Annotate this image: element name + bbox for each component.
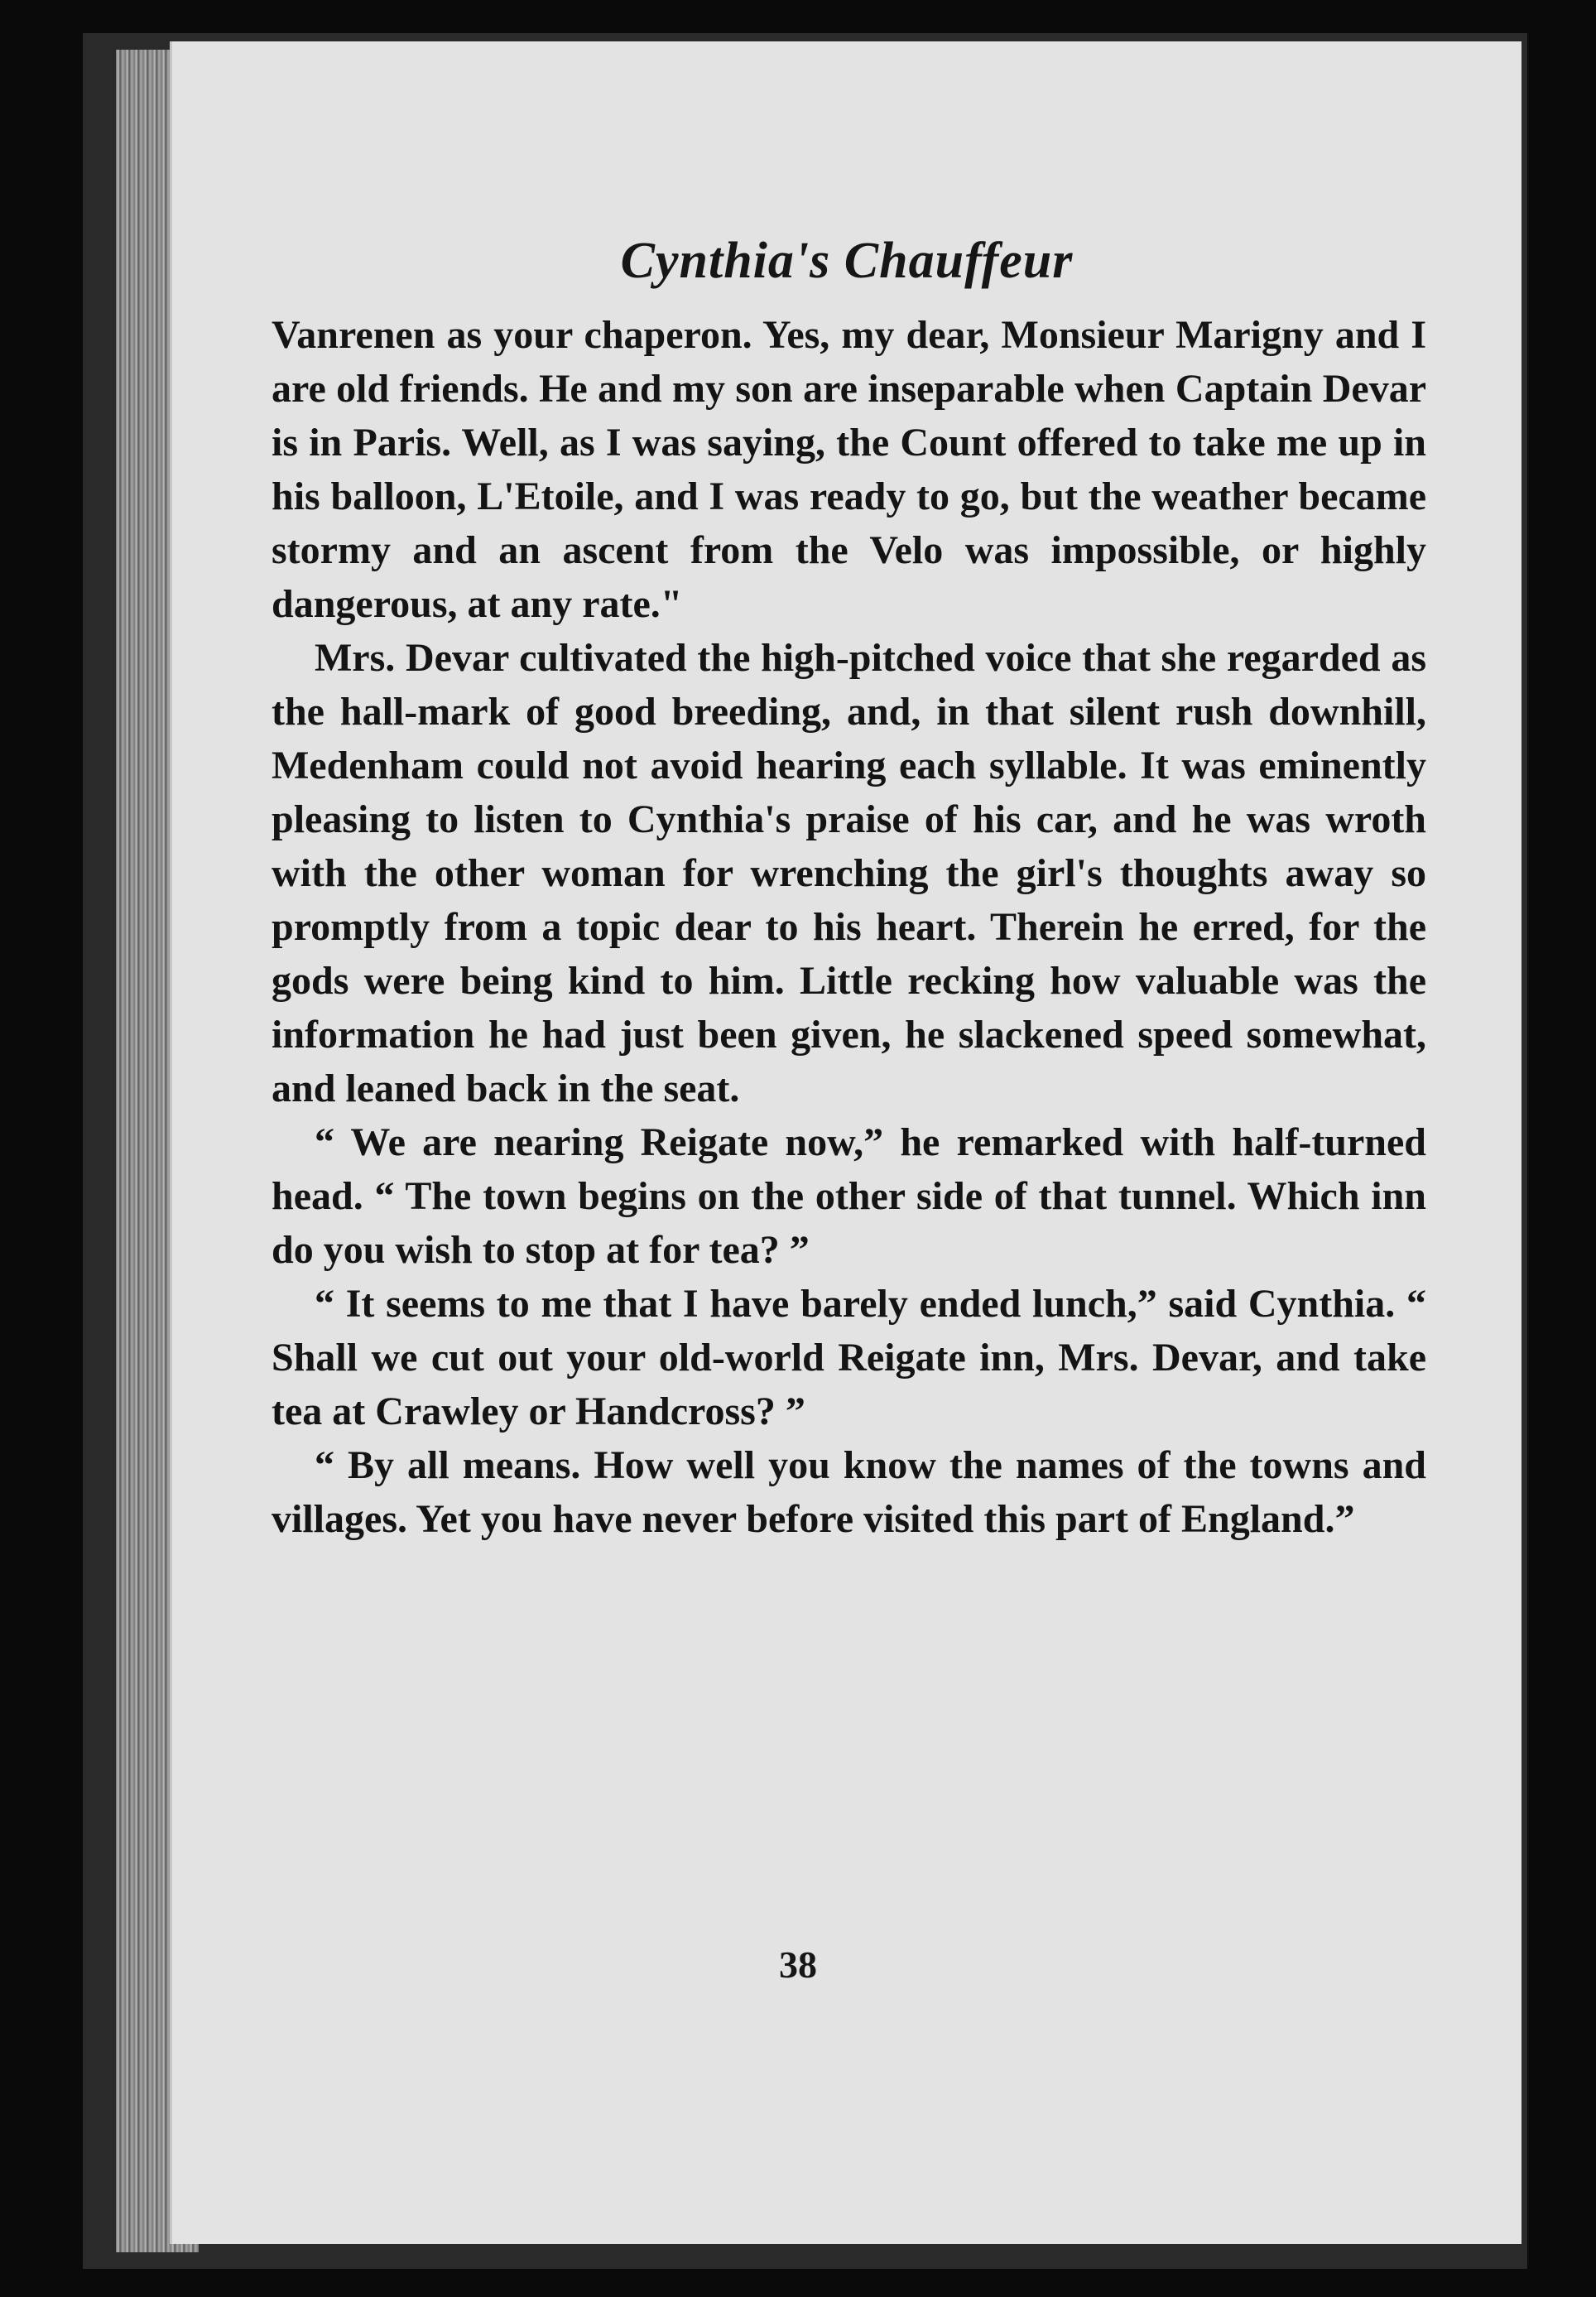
paragraph: Mrs. Devar cultivated the high-pitched voice that she regarded as the hall-mark of good breeding, and, in that silent rush downhill, Medenham could not avoid hearing each syllable. It was eminently pleasing to listen to Cynthia's praise of his car, and he was wroth with the other woman for wrenching the girl's thoughts away so promptly from a topic dear to his heart. Therein he erred, for the gods were being kind to him. Little recking how valuable was the information he had just been given, he slackened speed somewhat, and leaned back in the seat.	[272, 636, 1426, 1110]
paragraph: “ It seems to me that I have barely ended lunch,” said Cynthia. “ Shall we cut out your old-world Reigate inn, Mrs. Devar, and take tea at Crawley or Handcross? ”	[272, 1282, 1426, 1433]
body-text	[272, 308, 1426, 1546]
paragraph: Vanrenen as your chaperon. Yes, my dear, Monsieur Marigny and I are old friends. He and my son are inseparable when Captain Devar is in Paris. Well, as I was saying, the Count offered to take me up in his balloon, L'Etoile, and I was ready to go, but the weather became stormy and an ascent from the Velo was impossible, or highly dangerous, at any rate."	[272, 313, 1426, 626]
running-head: Cynthia's Chauffeur	[620, 233, 1074, 289]
page-number: 38	[779, 1943, 817, 1986]
paragraph: “ By all means. How well you know the names of the towns and villages. Yet you have never before visited this part of England.”	[272, 1443, 1426, 1541]
paragraph: “ We are nearing Reigate now,” he remarked with half-turned head. “ The town begins on the other side of that tunnel. Which inn do you wish to stop at for tea? ”	[272, 1120, 1426, 1272]
